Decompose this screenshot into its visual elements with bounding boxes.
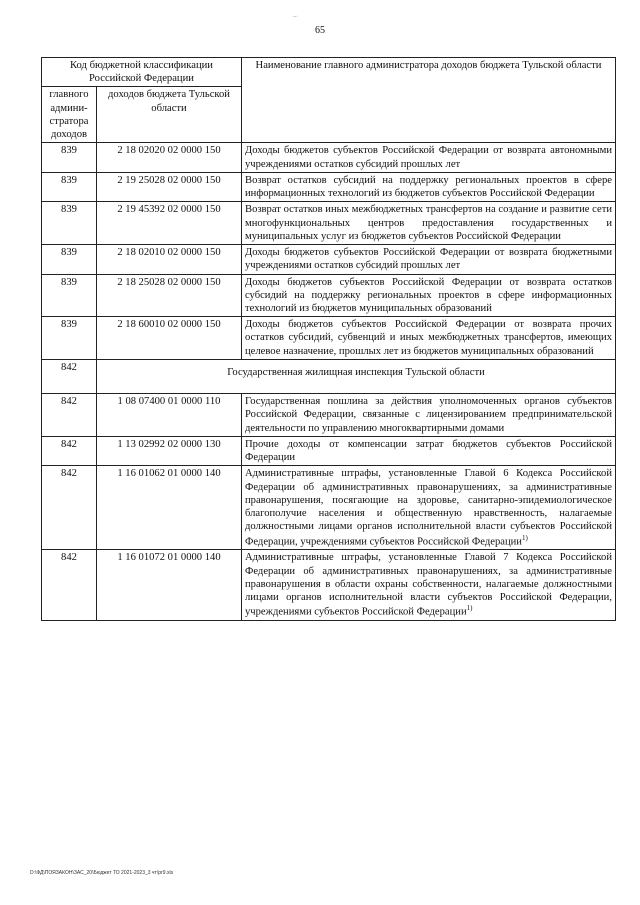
table-body	[42, 143, 616, 621]
income-code-cell: 2 18 02020 02 0000 150	[97, 143, 242, 172]
admin-code-cell: 839	[42, 245, 97, 274]
admin-code-cell: 842	[42, 394, 97, 437]
income-code-cell: 1 16 01062 01 0000 140	[97, 466, 242, 550]
income-name-cell	[242, 172, 616, 201]
income-name-cell	[242, 245, 616, 274]
budget-income-table	[41, 57, 616, 621]
scan-mark: ·-·	[292, 14, 298, 20]
income-code-cell: 2 19 25028 02 0000 150	[97, 172, 242, 201]
income-name-text: Государственная пошлина за действия уполномоченных органов субъектов Российской Федерации, связанные с лицензированием предпринимательской деятельности по управлению многоквартирными домами	[245, 396, 612, 434]
income-code-cell: 2 18 25028 02 0000 150	[97, 274, 242, 317]
header-income: доходов бюджета Тульской области	[97, 87, 242, 143]
table-row	[42, 172, 616, 201]
header-admin: главного админи-стратора доходов	[42, 87, 97, 143]
income-name-cell	[242, 143, 616, 172]
income-name-text: Доходы бюджетов субъектов Российской Федерации от возврата остатков субсидий на поддержку региональных проектов в сфере информационных технологий из бюджетов муниципальных образований	[245, 276, 612, 314]
income-name-text: Административные штрафы, установленные Главой 6 Кодекса Российской Федерации об административных правонарушениях, за административные правонарушения, посягающие на здоровье, санитарно-эпидемиологическое благополучие населения и общественную нравственность, налагаемые должностными лицами органов исполнительной власти субъектов Российской Федерации, учреждениями субъектов Российской Федерации	[245, 468, 612, 548]
admin-code-cell: 839	[42, 172, 97, 201]
income-name-cell	[242, 436, 616, 465]
table-row	[42, 143, 616, 172]
table-row	[42, 436, 616, 465]
admin-code-cell: 839	[42, 202, 97, 245]
table-row	[42, 550, 616, 621]
income-name-cell	[242, 202, 616, 245]
department-row	[42, 359, 616, 393]
admin-code-cell: 839	[42, 274, 97, 317]
admin-code-cell: 839	[42, 143, 97, 172]
income-name-text: Возврат остатков субсидий на поддержку региональных проектов в сфере информационных технологий из бюджетов субъектов Российской Федерации	[245, 174, 612, 200]
income-name-cell	[242, 317, 616, 360]
income-code-cell: 1 13 02992 02 0000 130	[97, 436, 242, 465]
file-path-footer: D:\ФД\ПОЯЗАКОН\ЗАС_20\Бюджет ТО 2021-2023_3 чт\рг9.xls	[30, 870, 174, 876]
income-name-text: Доходы бюджетов субъектов Российской Федерации от возврата бюджетными учреждениями остатков субсидий прошлых лет	[245, 247, 612, 272]
table-row	[42, 466, 616, 550]
admin-code-cell: 842	[42, 436, 97, 465]
admin-code-cell: 842	[42, 466, 97, 550]
table-row	[42, 245, 616, 274]
income-name-text: Административные штрафы, установленные Главой 7 Кодекса Российской Федерации об административных правонарушениях, за административные правонарушения в области охраны собственности, налагаемые должностными лицами органов исполнительной власти субъектов Российской Федерации, учреждениями субъектов Российской Федерации	[245, 552, 612, 618]
income-code-cell: 2 18 02010 02 0000 150	[97, 245, 242, 274]
table-header-row-1	[42, 58, 616, 87]
table-row	[42, 202, 616, 245]
income-name-cell	[242, 394, 616, 437]
admin-code-cell: 842	[42, 550, 97, 621]
income-code-cell: 1 08 07400 01 0000 110	[97, 394, 242, 437]
income-name-text: Прочие доходы от компенсации затрат бюджетов субъектов Российской Федерации	[245, 438, 612, 464]
page-number: 65	[315, 25, 325, 36]
footnote-mark: 1)	[521, 533, 528, 542]
table-row	[42, 274, 616, 317]
admin-code-cell: 842	[42, 359, 97, 393]
header-code-group: Код бюджетной классификации Российской Федерации	[42, 58, 242, 87]
income-name-text: Доходы бюджетов субъектов Российской Федерации от возврата прочих остатков субсидий, субвенций и иных межбюджетных трансфертов, имеющих целевое назначение, прошлых лет из бюджетов муниципальных образований	[245, 319, 612, 357]
income-name-cell	[242, 274, 616, 317]
income-code-cell: 2 18 60010 02 0000 150	[97, 317, 242, 360]
income-code-cell: 1 16 01072 01 0000 140	[97, 550, 242, 621]
income-name-text: Возврат остатков иных межбюджетных трансфертов на создание и развитие сети многофункциональных центров предоставления государственных и муниципальных услуг из бюджетов субъектов Российской Федерации	[245, 204, 612, 242]
income-code-cell: 2 19 45392 02 0000 150	[97, 202, 242, 245]
footnote-mark: 1)	[466, 604, 473, 613]
header-name: Наименование главного администратора доходов бюджета Тульской области	[242, 58, 616, 143]
table-row	[42, 317, 616, 360]
table-row	[42, 394, 616, 437]
department-name-cell: Государственная жилищная инспекция Тульской области	[97, 359, 616, 393]
admin-code-cell: 839	[42, 317, 97, 360]
income-name-cell	[242, 550, 616, 621]
income-name-text: Доходы бюджетов субъектов Российской Федерации от возврата автономными учреждениями остатков субсидий прошлых лет	[245, 145, 612, 170]
income-name-cell	[242, 466, 616, 550]
